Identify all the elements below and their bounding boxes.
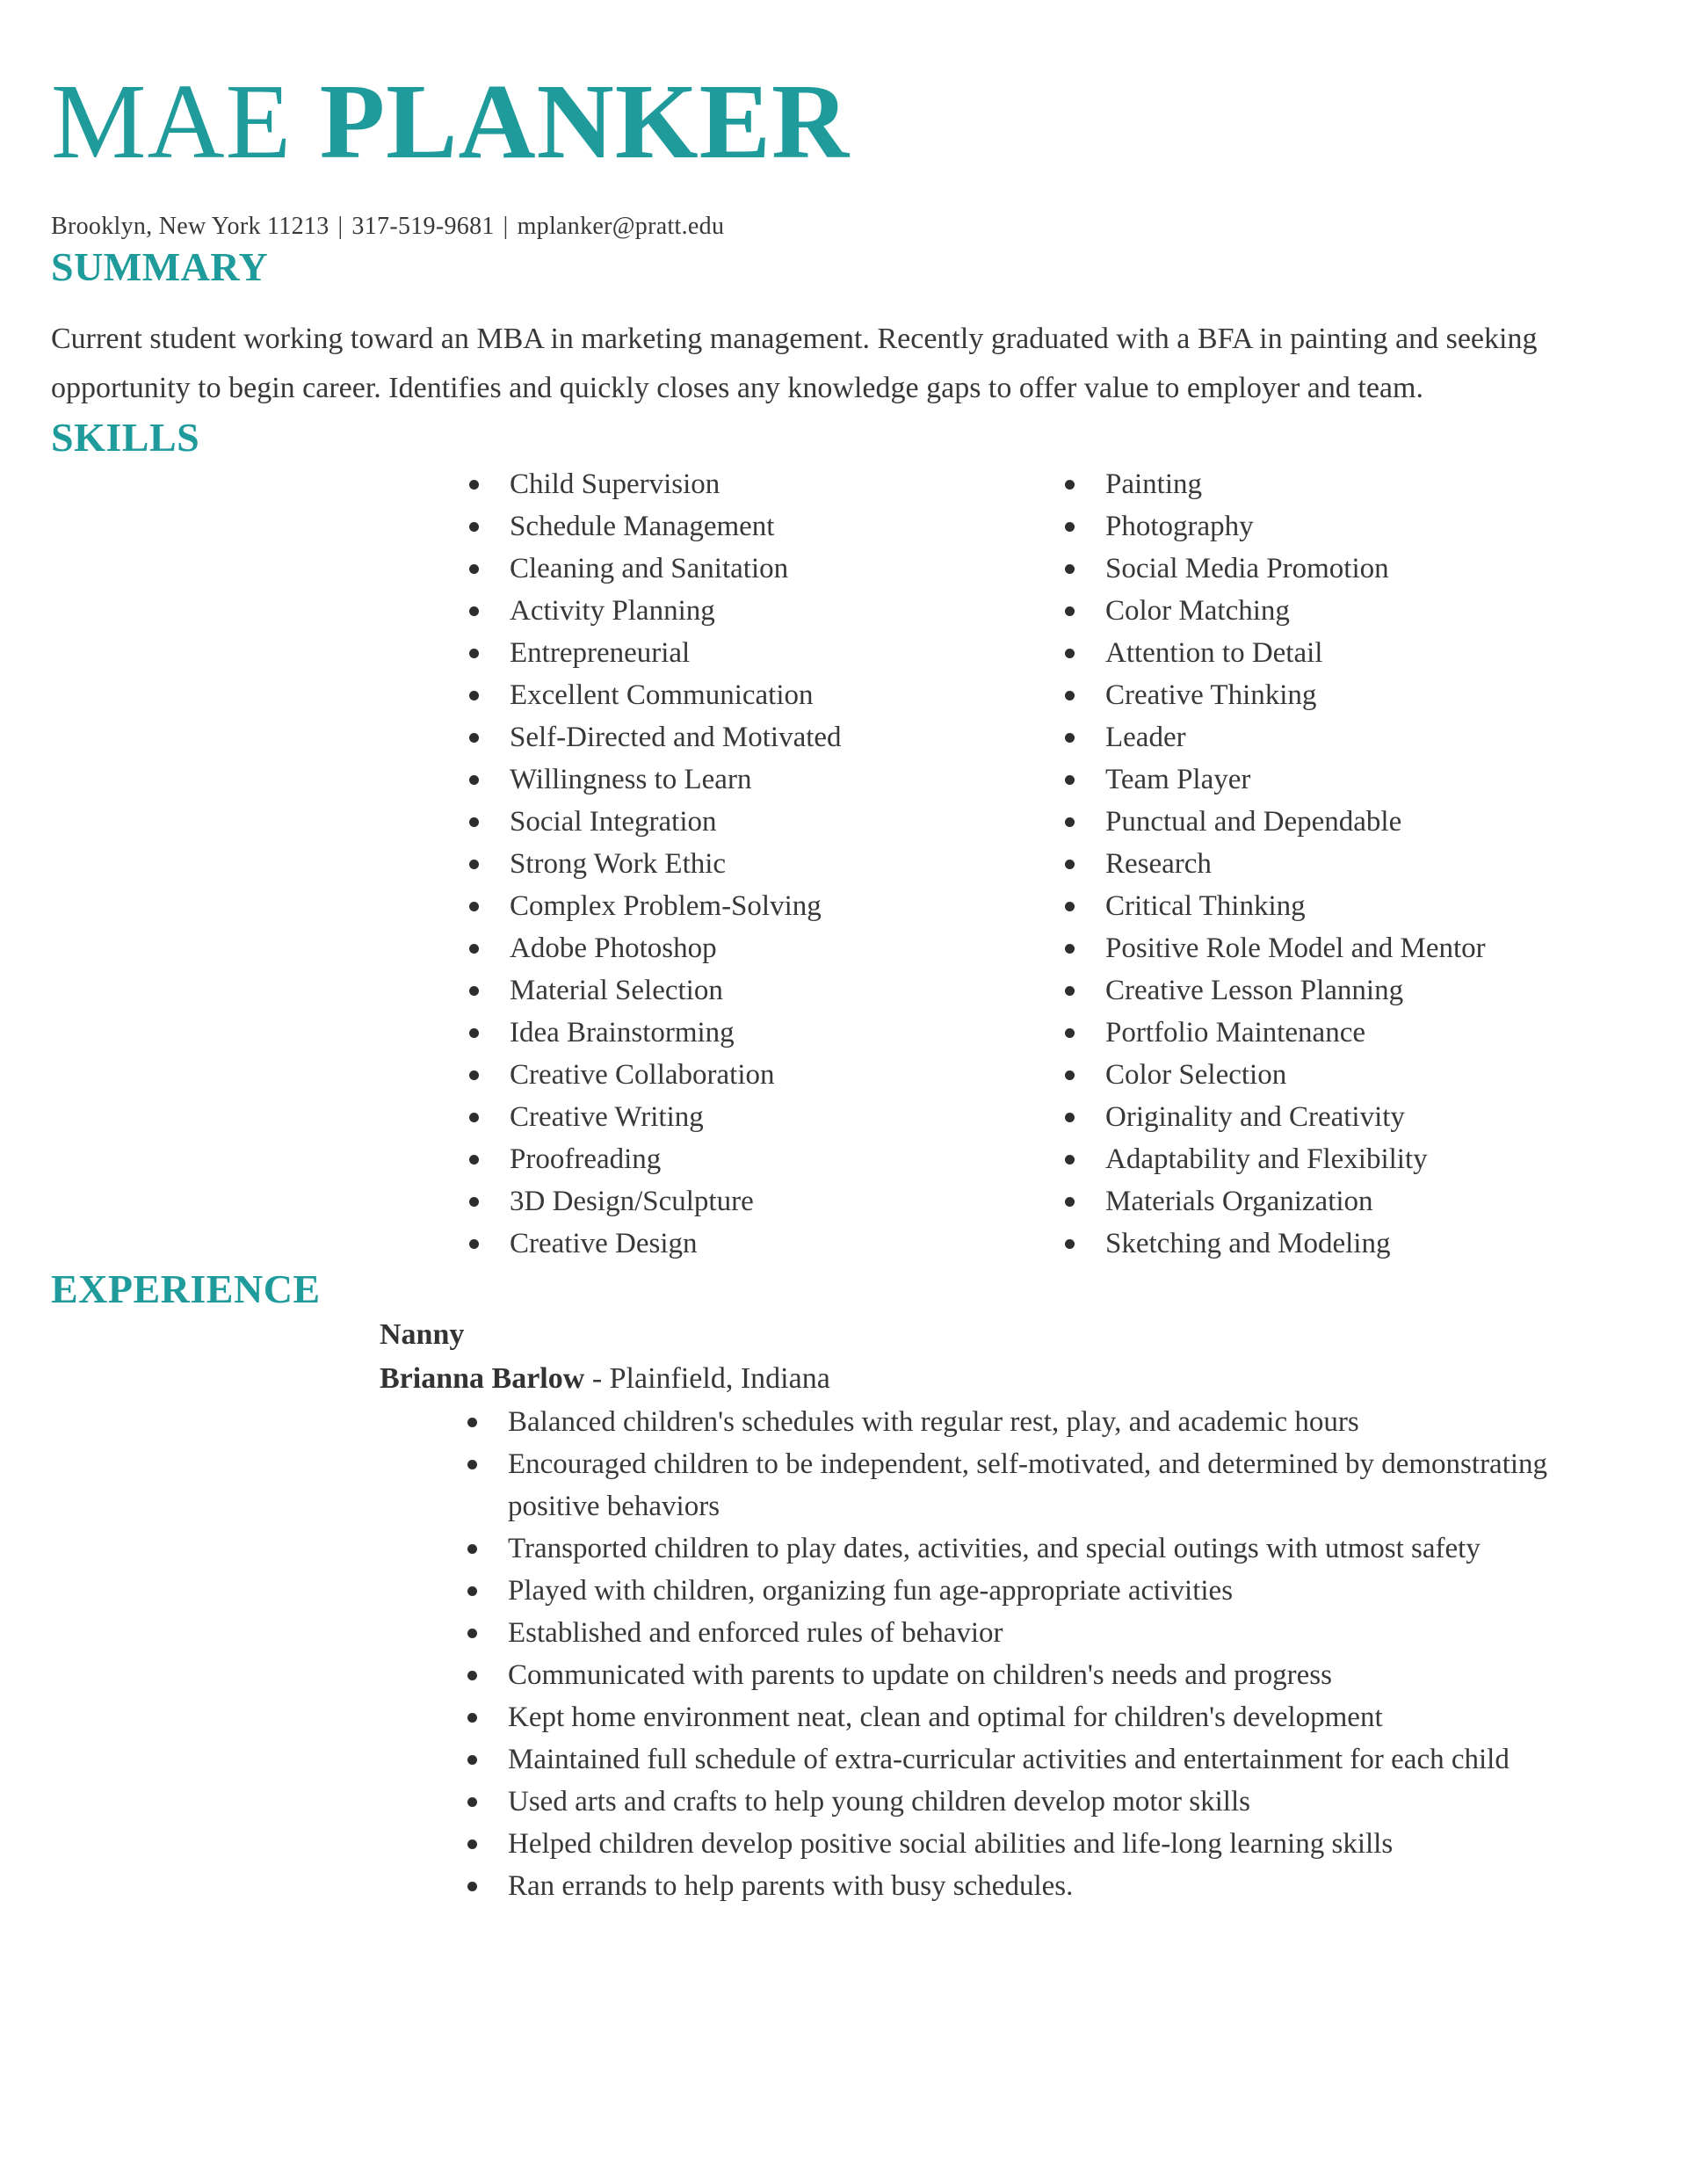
job-duty-item: Played with children, organizing fun age-appropriate activities [466, 1570, 1636, 1612]
employer-name: Brianna Barlow [380, 1361, 585, 1395]
skill-item: Proofreading [467, 1138, 1063, 1180]
skill-item: Social Integration [467, 801, 1063, 843]
contact-line [51, 211, 1636, 243]
skill-item: Positive Role Model and Mentor [1063, 927, 1659, 969]
job-duty-item: Encouraged children to be independent, self-motivated, and determined by demonstrating positive behaviors [466, 1443, 1636, 1527]
skill-item: Critical Thinking [1063, 885, 1659, 927]
skill-item: Idea Brainstorming [467, 1012, 1063, 1054]
skill-item: Research [1063, 843, 1659, 885]
skill-item: Cleaning and Sanitation [467, 548, 1063, 590]
job-entry [380, 1313, 1636, 1907]
job-title: Nanny [380, 1317, 465, 1351]
summary-text: Current student working toward an MBA in marketing management. Recently graduated with a BFA in painting and seeking opportunity to begin career. Identifies and quickly closes any knowledge gaps to offer value to employer and team. [51, 322, 1538, 404]
skills-section [51, 413, 1636, 1265]
skill-item: Materials Organization [1063, 1180, 1659, 1223]
skill-item: Creative Collaboration [467, 1054, 1063, 1096]
skill-item: Creative Lesson Planning [1063, 969, 1659, 1012]
skill-item: Leader [1063, 716, 1659, 758]
experience-heading: EXPERIENCE [51, 1266, 321, 1311]
skill-item: Originality and Creativity [1063, 1096, 1659, 1138]
job-duty-item: Balanced children's schedules with regular rest, play, and academic hours [466, 1401, 1636, 1443]
candidate-name [51, 62, 1636, 181]
summary-heading: SUMMARY [51, 244, 269, 290]
skill-item: Child Supervision [467, 463, 1063, 505]
skill-item: Entrepreneurial [467, 632, 1063, 674]
skill-item: Color Selection [1063, 1054, 1659, 1096]
resume-header [51, 62, 1636, 243]
skill-item: Adaptability and Flexibility [1063, 1138, 1659, 1180]
skill-item: Willingness to Learn [467, 758, 1063, 801]
job-duties-list [466, 1401, 1636, 1907]
candidate-last-name: PLANKER [319, 62, 851, 181]
skill-item: Team Player [1063, 758, 1659, 801]
job-location: - Plainfield, Indiana [591, 1361, 830, 1395]
skill-item: Sketching and Modeling [1063, 1223, 1659, 1265]
job-duty-item: Kept home environment neat, clean and optimal for children's development [466, 1696, 1636, 1738]
skill-item: Photography [1063, 505, 1659, 548]
contact-separator: | [337, 213, 344, 240]
skills-heading: SKILLS [51, 414, 200, 460]
job-duty-item: Used arts and crafts to help young children develop motor skills [466, 1781, 1636, 1823]
skill-item: Creative Thinking [1063, 674, 1659, 716]
job-duty-item: Helped children develop positive social abilities and life-long learning skills [466, 1823, 1636, 1865]
skill-item: Complex Problem-Solving [467, 885, 1063, 927]
skill-item: 3D Design/Sculpture [467, 1180, 1063, 1223]
skill-item: Attention to Detail [1063, 632, 1659, 674]
skill-item: Self-Directed and Motivated [467, 716, 1063, 758]
skill-item: Punctual and Dependable [1063, 801, 1659, 843]
skills-columns [467, 463, 1636, 1265]
skill-item: Color Matching [1063, 590, 1659, 632]
experience-section [51, 1265, 1636, 1907]
skill-item: Strong Work Ethic [467, 843, 1063, 885]
job-duty-item: Transported children to play dates, activities, and special outings with utmost safety [466, 1527, 1636, 1570]
summary-section [51, 243, 1636, 412]
skill-item: Material Selection [467, 969, 1063, 1012]
job-duty-item: Ran errands to help parents with busy schedules. [466, 1865, 1636, 1907]
skill-item: Activity Planning [467, 590, 1063, 632]
contact-location: Brooklyn, New York 11213 [51, 213, 329, 240]
skills-column-left [467, 463, 1063, 1265]
skills-column-right [1063, 463, 1659, 1265]
skill-item: Creative Writing [467, 1096, 1063, 1138]
skill-item: Creative Design [467, 1223, 1063, 1265]
skill-item: Schedule Management [467, 505, 1063, 548]
contact-phone: 317-519-9681 [351, 213, 495, 240]
skill-item: Excellent Communication [467, 674, 1063, 716]
job-duty-item: Established and enforced rules of behavior [466, 1612, 1636, 1654]
job-employer-line [380, 1357, 1636, 1401]
job-duty-item: Communicated with parents to update on children's needs and progress [466, 1654, 1636, 1696]
skill-item: Portfolio Maintenance [1063, 1012, 1659, 1054]
skill-item: Painting [1063, 463, 1659, 505]
skill-item: Social Media Promotion [1063, 548, 1659, 590]
candidate-first-name: MAE [51, 62, 293, 181]
job-duty-item: Maintained full schedule of extra-curricular activities and entertainment for each child [466, 1738, 1636, 1781]
contact-separator: | [503, 213, 509, 240]
contact-email: mplanker@pratt.edu [517, 213, 725, 240]
skill-item: Adobe Photoshop [467, 927, 1063, 969]
